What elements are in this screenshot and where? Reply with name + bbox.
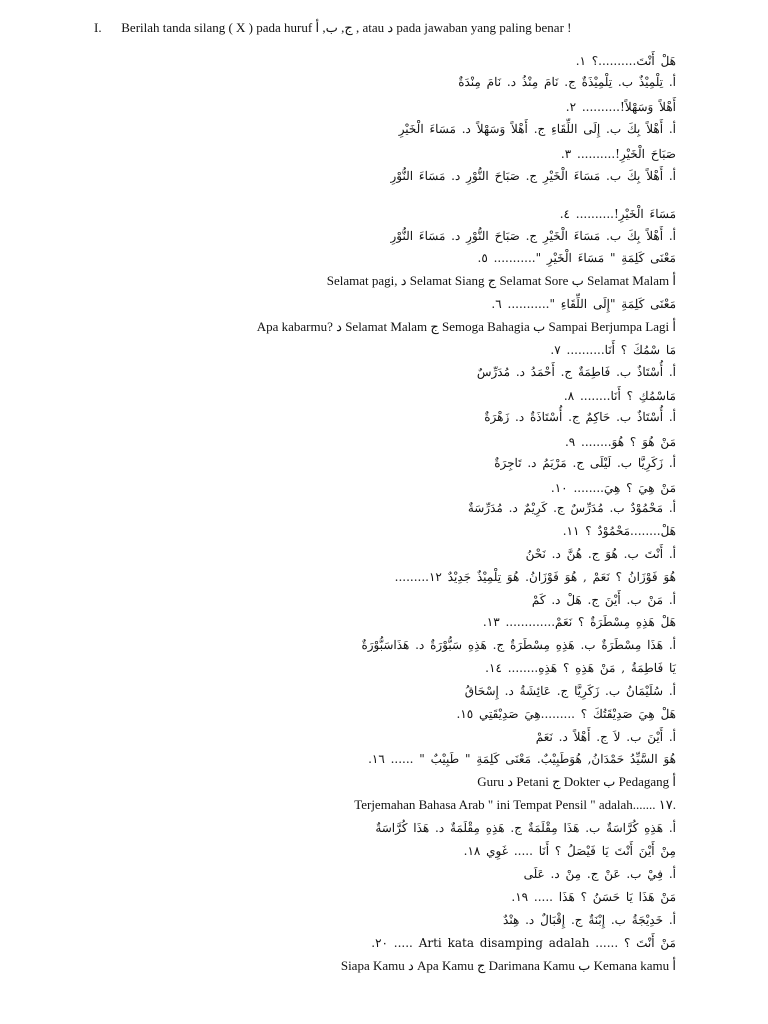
question-line: Selamat pagi, د Selamat Siang ج Selamat Sore ب Selamat Malam أ — [326, 273, 676, 288]
question-line: أ. سُلَيْمَانُ ب. زَكَرِيَّا ج. عَائِشَةُ د. إِسْحَاقُ — [464, 684, 676, 698]
question-line: يَا فَاطِمَةُ , مَنْ هَذِهِ ؟ هَذِهِ........ ١٤. — [485, 661, 676, 675]
question-line: هَلْ هَذِهِ مِسْطَرَةٌ ؟ نَعَمْ............. ١٣. — [482, 615, 676, 629]
question-line: مَنْ هَذَا يَا حَسَنُ ؟ هَذَا ..... ١٩. — [511, 890, 676, 904]
question-line: هَلْ........مَحْمُوْدٌ ؟ ١١. — [562, 524, 676, 538]
question-line: Siapa Kamu د Apa Kamu ج Darimana Kamu ب Kemana kamu أ — [340, 958, 676, 973]
question-line: أ. خَدِيْجَةُ ب. إِبْنَةٌ ج. إِقْبَالٌ د. هِنْدٌ — [503, 913, 676, 927]
question-line: أ. فِيْ ب. عَنْ ج. مِنْ د. عَلَى — [523, 867, 676, 881]
question-line: هَلْ هِيَ صَدِيْقَتُكَ ؟ .........هِيَ صَدِيْقَتِي ١٥. — [456, 707, 676, 721]
instruction-text: Berilah tanda silang ( X ) pada huruf ج, ب, أ , atau د pada jawaban yang paling benar ! — [121, 20, 572, 35]
question-line: مَنْ هِيَ ؟ هِيَ........ ١٠. — [550, 481, 676, 495]
question-line: أ. هَذِهِ كُرَّاسَةٌ ب. هَذَا مِقْلَمَةٌ ج. هَذِهِ مِقْلَمَةٌ د. هَذَا كُرَّاسَةٌ — [375, 821, 676, 835]
question-line: صَبَاحَ الْخَيْرِ!.......... ٣. — [560, 147, 676, 161]
question-line: أ. أُسْتَاذٌ ب. حَاكِمٌ ج. أُسْتَاذَةٌ د. زَهْرَةٌ — [484, 410, 676, 424]
question-line: أَهْلاً وَسَهْلاً!.......... ٢. — [565, 100, 676, 114]
question-line: مَعْنَى كَلِمَةِ " مَسَاءَ الْخَيْرِ "........... ٥. — [477, 251, 676, 265]
question-line: Apa kabarmu? د Selamat Malam ج Semoga Bahagia ب Sampai Berjumpa Lagi أ — [256, 319, 676, 334]
section-number: I. — [94, 20, 102, 35]
question-line: مَا سْمُكَ ؟ أَنَا.......... ٧. — [550, 343, 676, 357]
question-line: أ. مَنْ ب. أَيْنَ ج. هَلْ د. كَمْ — [531, 593, 676, 607]
question-line: أ. أُسْتَاذٌ ب. فَاطِمَةٌ ج. أَحْمَدُ د. مُدَرِّسٌ — [476, 365, 676, 379]
question-line: مَنْ هُوَ ؟ هُوَ........ ٩. — [564, 435, 676, 449]
question-line: أ. أَيْنَ ب. لاَ ج. أَهْلاً د. نَعَمْ — [535, 730, 676, 744]
question-line: مِنْ أَيْنَ أَنْتَ يَا فَيْصَلُ ؟ أَنَا ..... غَوِي ١٨. — [463, 844, 676, 858]
question-line: أ. أَهْلاً بِكَ ب. مَسَاءَ الْخَيْرِ ج. صَبَاحَ النُّوْرِ د. مَسَاءَ النُّوْرِ — [390, 169, 676, 183]
question-line: Terjemahan Bahasa Arab " ini Tempat Pensil " adalah....... ١٧. — [354, 797, 676, 812]
question-line: هُوَ السَّيِّدُ حَمْدَانُ, هُوَطَبِيْبٌ. مَعْنَى كَلِمَةِ " طَبِيْبٌ " ...... ١٦. — [368, 752, 676, 766]
question-line: هَلْ أَنْتَ..........؟ ١. — [575, 54, 676, 68]
question-line: أ. هَذَا مِسْطَرَةٌ ب. هَذِهِ مِسْطَرَةٌ ج. هَذِهِ سَبُّوْرَةٌ د. هَذَاسَبُّوْرَةٌ — [361, 638, 676, 652]
section-header — [94, 20, 694, 36]
question-line: مَاسْمُكِ ؟ أَنَا........ ٨. — [563, 389, 676, 403]
question-line: مَنْ أَنْتَ ؟ ...... Arti kata disamping adalah ..... ٢٠. — [371, 936, 676, 950]
question-line: هُوَ فَوْزَانُ ؟ نَعَمْ , هُوَ فَوْزَانُ. هُوَ تِلْمِيْذٌ جَدِيْدٌ ١٢......... — [394, 570, 676, 584]
question-line: أ. أَهْلاً بِكَ ب. مَسَاءَ الْخَيْرِ ج. صَبَاحَ النُّوْرِ د. مَسَاءَ النُّوْرِ — [390, 229, 676, 243]
question-line: أ. زَكَرِيَّا ب. لَيْلَى ج. مَرْيَمُ د. تَاجِرَةٌ — [494, 456, 676, 470]
question-line: أ. مَحْمُوْدٌ ب. مُدَرِّسٌ ج. كَرِيْمٌ د. مُدَرِّسَةٌ — [467, 501, 676, 515]
question-line: أ. أَهْلاً بِكَ ب. إِلَى اللِّقَاءِ ج. أَهْلاً وَسَهْلاً د. مَسَاءَ الْخَيْرِ — [398, 122, 676, 136]
question-line: مَسَاءَ الْخَيْرِ!.......... ٤. — [559, 207, 676, 221]
question-line: أ. تِلْمِيْذٌ ب. تِلْمِيْذَةٌ ج. نَامَ مِنْذُ د. نَامَ مِنْدَةٌ — [458, 75, 676, 89]
question-line: أ. أَنْتَ ب. هُوَ ج. هُنَّ د. نَحْنُ — [525, 547, 676, 561]
question-line: مَعْنَى كَلِمَةِ "إِلَى اللِّقَاءِ "........... ٦. — [491, 297, 676, 311]
question-line: Guru د Petani ج Dokter ب Pedagang أ — [477, 774, 676, 789]
